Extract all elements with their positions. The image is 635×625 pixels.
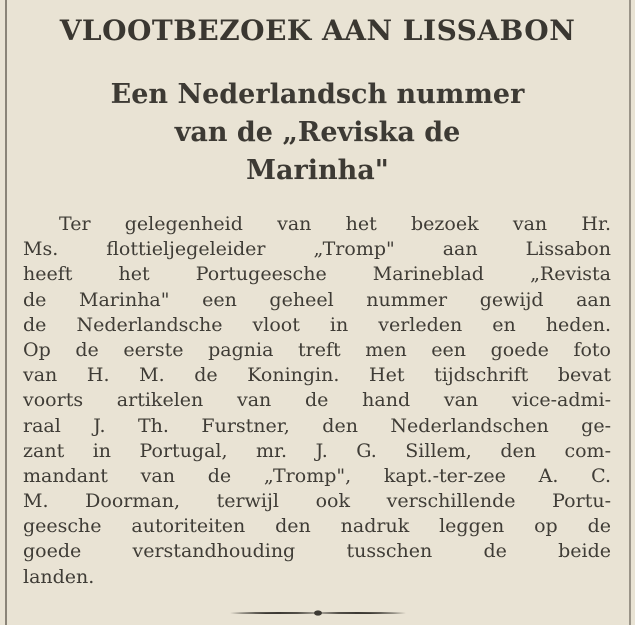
subheading-line: Een Nederlandsch nummer bbox=[110, 79, 525, 110]
body-line: Ter gelegenheid van het bezoek van Hr. bbox=[59, 213, 611, 235]
column-rule-left bbox=[5, 0, 7, 625]
body-line: voorts artikelen van de hand van vice-admi- bbox=[23, 389, 611, 412]
body-line: goede verstandhouding tusschen de beide bbox=[23, 540, 611, 563]
body-line: Op de eerste pagnia treft men een goede foto bbox=[23, 338, 611, 361]
headline: VLOOTBEZOEK AAN LISSABON bbox=[59, 14, 576, 47]
body-line: raal J. Th. Furstner, den Nederlandschen ge- bbox=[23, 414, 611, 437]
subheading bbox=[20, 76, 615, 190]
column-rule-right bbox=[629, 0, 631, 625]
body-line: van H. M. de Koningin. Het tijdschrift bevat bbox=[23, 364, 611, 387]
body-line: geesche autoriteiten den nadruk leggen op de bbox=[23, 515, 611, 538]
article-body bbox=[23, 212, 611, 590]
body-line: M. Doorman, terwijl ook verschillende Portu- bbox=[23, 490, 611, 513]
subheading-line: Marinha" bbox=[246, 155, 389, 186]
body-line: zant in Portugal, mr. J. G. Sillem, den com- bbox=[23, 439, 611, 462]
body-line: landen. bbox=[23, 565, 95, 588]
body-line: mandant van de „Tromp", kapt.-ter-zee A. C. bbox=[23, 464, 611, 487]
subheading-line: van de „Reviska de bbox=[174, 117, 461, 148]
body-line: de Nederlandsche vloot in verleden en heden. bbox=[23, 313, 611, 336]
body-line: de Marinha" een geheel nummer gewijd aan bbox=[23, 288, 611, 311]
end-ornament-divider bbox=[228, 609, 408, 617]
body-line: Ms. flottieljegeleider „Tromp" aan Lissabon bbox=[23, 238, 611, 261]
body-line: heeft het Portugeesche Marineblad „Revista bbox=[23, 263, 611, 286]
